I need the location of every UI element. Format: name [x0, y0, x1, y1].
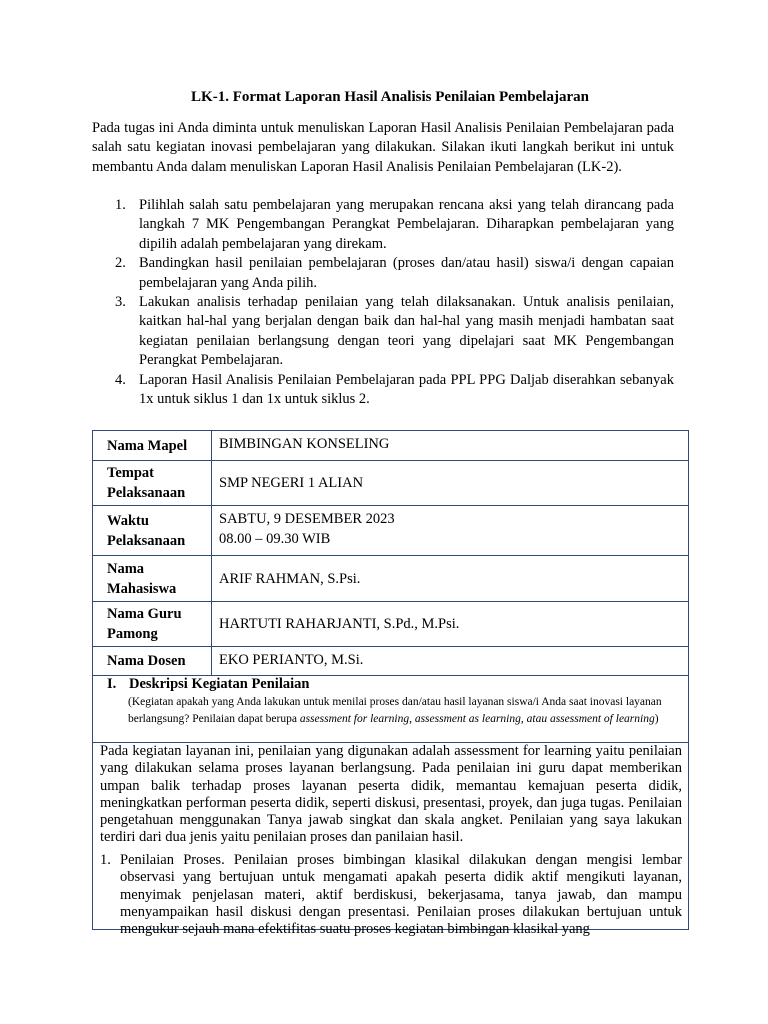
mahasiswa-value: ARIF RAHMAN, S.Psi. — [212, 556, 689, 602]
description-section — [92, 668, 689, 938]
table-row — [93, 431, 689, 461]
list-text: Lakukan analisis terhadap penilaian yang telah dilaksanakan. Untuk analisis penilaian, kaitkan hal-hal yang berjalan dengan baik dan hal-hal yang masih menjadi hambatan saat kegiatan penilaian berlangsung dengan teori yang dipelajari saat MK Pengembangan Perangkat Pembelajaran. — [139, 294, 674, 369]
mapel-label: Nama Mapel — [93, 431, 212, 461]
list-number: 2. — [115, 255, 126, 272]
waktu-label: Waktu Pelaksanaan — [93, 506, 212, 556]
dosen-value: EKO PERIANTO, M.Si. — [212, 647, 689, 676]
list-item — [92, 254, 674, 293]
section-note — [128, 694, 668, 727]
waktu-time: 08.00 – 09.30 WIB — [219, 531, 331, 547]
page-title: LK-1. Format Laporan Hasil Analisis Penilaian Pembelajaran — [191, 89, 589, 105]
list-item — [92, 196, 674, 254]
list-number: 3. — [115, 294, 126, 311]
table-row — [93, 556, 689, 602]
list-number: 1. — [115, 197, 126, 213]
tempat-label: Tempat Pelaksanaan — [93, 461, 212, 506]
section-body: Pada kegiatan layanan ini, penilaian yang digunakan adalah assessment for learning yaitu penilaian yang dilakukan selama proses layanan berlangsung. Pada penilaian ini guru dapat memberikan umpan balik terhadap proses layanan peserta didik, memantau kemajuan peserta didik, meningkatkan performan peserta didik, seperti diskusi, presentasi, proyek, dan juga tugas. Penilaian pengetahuan menggunakan Tanya jawab singkat dan skala angket. Penilaian yang saya lakukan terdiri dari dua jenis yaitu penilaian proses dan panilaian hasil. — [100, 743, 682, 846]
info-table — [92, 430, 689, 676]
table-row — [93, 461, 689, 506]
tempat-value: SMP NEGERI 1 ALIAN — [212, 461, 689, 506]
section-number: I. — [107, 676, 117, 692]
mapel-value: BIMBINGAN KONSELING — [212, 431, 689, 461]
instruction-list — [92, 196, 674, 409]
list-item — [92, 371, 674, 410]
guru-label: Nama Guru Pamong — [93, 602, 212, 647]
section-heading — [107, 674, 309, 694]
intro-paragraph: Pada tugas ini Anda diminta untuk menuliskan Laporan Hasil Analisis Penilaian Pembelajaran pada salah satu kegiatan inovasi pembelajaran yang dilakukan. Silakan ikuti langkah berikut ini untuk membantu Anda dalam menuliskan Laporan Hasil Analisis Penilaian Pembelajaran (LK-2). — [92, 120, 674, 175]
list-text: Pilihlah salah satu pembelajaran yang merupakan rencana aksi yang telah dirancang pada langkah 7 MK Pengembangan Perangkat Pembelajaran. Diharapkan pembelajaran yang dipilih adalah pembelajaran yang direkam. — [139, 197, 674, 252]
dosen-label: Nama Dosen — [93, 647, 212, 676]
mahasiswa-label: Nama Mahasiswa — [93, 556, 212, 602]
list-item — [92, 293, 674, 371]
note-italic: assessment for learning, assessment as learning, atau assessment of learning — [299, 712, 655, 725]
list-text: Laporan Hasil Analisis Penilaian Pembelajaran pada PPL PPG Daljab diserahkan sebanyak 1x untuk siklus 1 dan 1x untuk siklus 2. — [139, 371, 674, 408]
section-list — [100, 852, 682, 938]
note-text: (Kegiatan apakah yang Anda lakukan untuk menilai proses dan/atau hasil layanan siswa/i Anda saat inovasi layanan berlangsung? Penilaian dapat berupa — [128, 696, 662, 725]
section-title: Deskripsi Kegiatan Penilaian — [129, 676, 310, 692]
guru-value: HARTUTI RAHARJANTI, S.Pd., M.Psi. — [212, 602, 689, 647]
waktu-date: SABTU, 9 DESEMBER 2023 — [219, 511, 395, 527]
list-item — [100, 852, 682, 938]
table-row — [93, 602, 689, 647]
list-number: 1. — [100, 852, 111, 868]
table-row — [93, 506, 689, 556]
note-close: ) — [654, 712, 659, 725]
list-text: Bandingkan hasil penilaian pembelajaran (proses dan/atau hasil) siswa/i dengan capaian pembelajaran yang Anda pilih. — [139, 255, 674, 291]
waktu-value — [212, 506, 689, 556]
list-number: 4. — [115, 371, 126, 388]
list-text: Penilaian Proses. Penilaian proses bimbingan klasikal dilakukan dengan mengisi lembar observasi yang bertujuan untuk mengamati apakah peserta didik aktif mengikuti layanan, menyimak penjelasan materi, aktif berdiskusi, bekerjasama, tanya jawab, dan mampu menyampaikan hasil diskusi dengan presentasi. Penilaian proses dilakukan bertujuan untuk mengukur sejauh mana efektifitas suatu proses kegiatan bimbingan klasikal yang — [120, 852, 682, 938]
